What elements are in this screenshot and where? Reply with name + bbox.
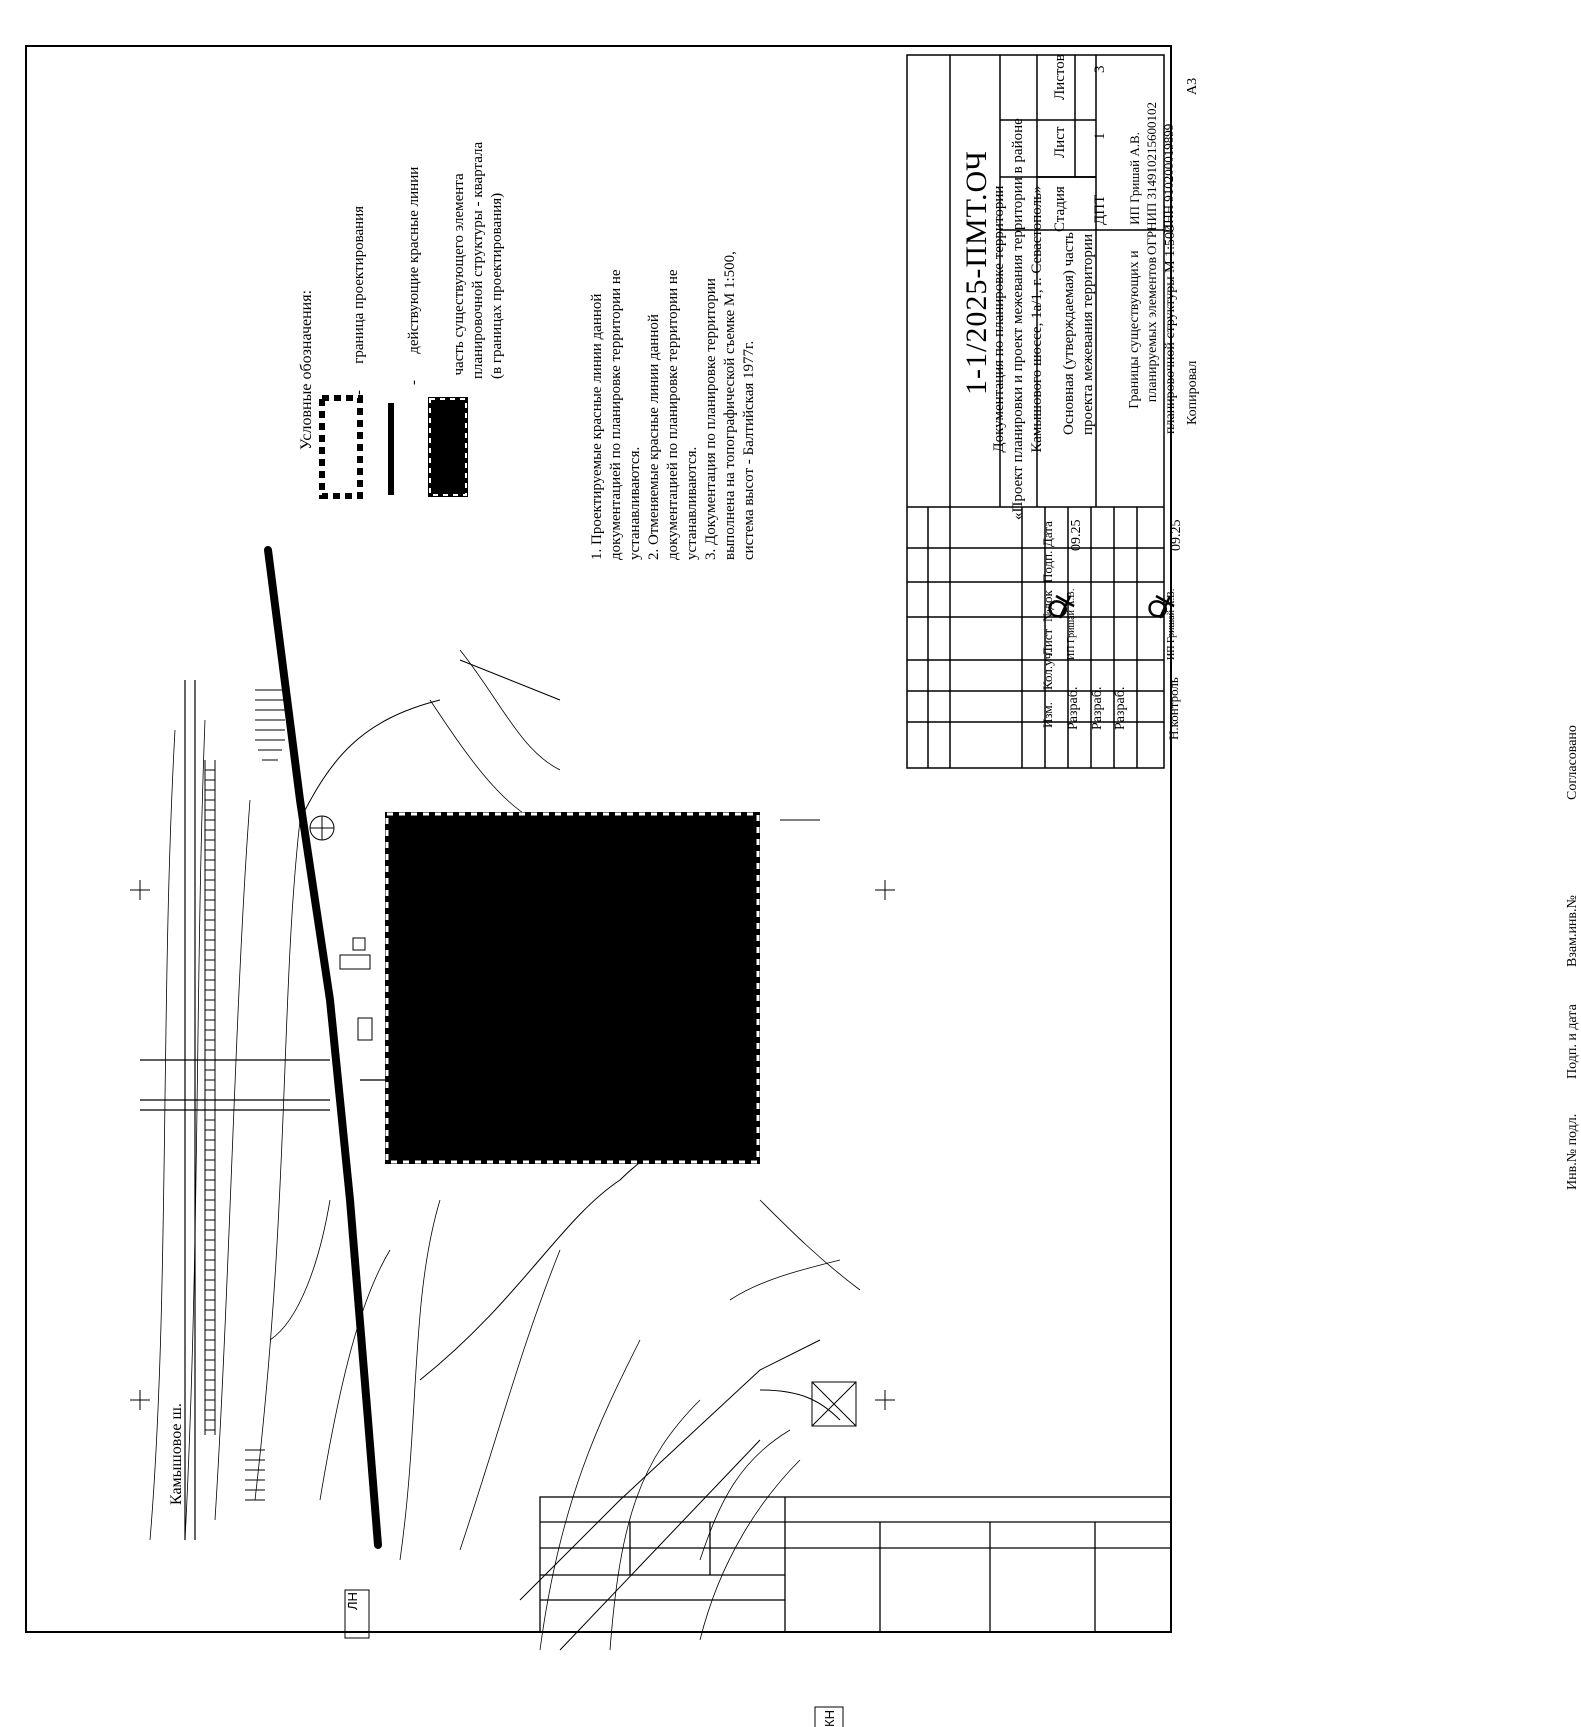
sheet-title-line: проекта межевания территории — [1080, 234, 1096, 435]
sheet-header: Лист — [1052, 126, 1068, 158]
sheets-value: 3 — [1092, 65, 1108, 73]
note-line: устанавливаются. — [684, 446, 700, 560]
legend-title: Условные обозначения: — [298, 289, 315, 450]
notes-block — [588, 100, 759, 560]
stamp-podp: Подп. — [1040, 550, 1055, 583]
legend-item-quarter — [450, 142, 507, 403]
stamp-n-dok: №док — [1040, 590, 1055, 622]
note-line: выполнена на топографической съемке М 1:500, — [722, 251, 738, 560]
legend-quarter-symbol — [428, 397, 468, 497]
approval-vzam-inv: Взам.инв.№ — [1565, 895, 1580, 967]
street-label: Камышовое ш. — [168, 1403, 185, 1505]
red-line-existing — [268, 550, 378, 1545]
document-code: 1-1/2025-ПМТ.ОЧ — [960, 150, 993, 395]
stamp-razrab: Разраб. — [1113, 686, 1128, 730]
company-info — [1126, 102, 1177, 255]
stamp-razrab: Разраб. — [1090, 686, 1105, 730]
legend-dash: - — [406, 380, 422, 385]
document-title-line: Документация по планировке территории — [991, 185, 1007, 453]
document-title-line: «Проект планировки и проект межевания территории в районе — [1010, 118, 1026, 520]
stamp-list: Лист — [1040, 628, 1055, 656]
drawing-title — [1126, 225, 1180, 434]
stamp-controller-name: ИП Гришай А.В. — [1166, 588, 1177, 660]
company-line: ИП Гришай А.В. — [1127, 132, 1142, 225]
note-line: устанавливаются. — [627, 446, 643, 560]
legend-item-boundary — [350, 206, 369, 395]
approval-soglasovano: Согласовано — [1565, 725, 1580, 800]
quarter-block — [385, 812, 760, 1164]
manhole-kn-label: КН — [822, 1710, 837, 1727]
note-line: документацией по планировке территории не — [608, 269, 624, 560]
legend-dash: - — [351, 390, 367, 395]
stamp-izm: Изм. — [1040, 702, 1055, 728]
legend-item-red-lines — [405, 167, 424, 385]
document-title-line: Камышового шоссе, 1а/1, г. Севастополь» — [1029, 185, 1045, 453]
note-line: 1. Проектируемые красные линии данной — [589, 293, 605, 560]
document-title — [990, 118, 1047, 520]
drawing-title-line: Границы существующих и — [1127, 250, 1142, 409]
stamp-data: Дата — [1040, 521, 1055, 547]
manhole-ln-label: ЛН — [345, 1592, 360, 1610]
legend-label: действующие красные линии — [406, 166, 422, 354]
drawing-title-line: планируемых элементов — [1145, 256, 1160, 403]
stamp-developer-name: ИП Гришай А.В. — [1066, 588, 1077, 660]
note-line: 3. Документация по планировке территории — [703, 278, 719, 560]
legend-label-line: часть существующего элемента — [451, 173, 467, 376]
approval-inv-podl: Инв.№ подл. — [1565, 1113, 1580, 1190]
stamp-razrab: Разраб. — [1066, 686, 1081, 730]
sheet-title — [1060, 232, 1098, 435]
copied-label: Копировал — [1185, 360, 1200, 425]
stamp-n-kontrol: Н.контроль — [1166, 677, 1181, 740]
note-line: система высот - Балтийская 1977г. — [741, 340, 757, 560]
sheet-value: 1 — [1092, 132, 1108, 140]
stamp-date: 09.25 — [1069, 519, 1084, 551]
approval-podp-data: Подп. и дата — [1565, 1004, 1580, 1079]
legend-label: граница проектирования — [351, 205, 367, 364]
legend-dash: - — [451, 398, 467, 403]
legend-label-line: (в границах проектирования) — [489, 192, 505, 379]
slope-hatch — [205, 690, 285, 1500]
format-label: А3 — [1185, 77, 1200, 95]
approval-strip — [540, 1497, 1171, 1632]
stage-value: ДПТ — [1092, 194, 1108, 225]
legend-boundary-symbol — [322, 398, 360, 496]
legend-symbols — [322, 397, 468, 497]
stamp-kol-uch: Кол.уч. — [1040, 649, 1055, 690]
company-line: ОГРНИП 314910215600102 — [1144, 101, 1159, 255]
sheet-title-line: Основная (утверждаемая) часть — [1061, 232, 1077, 435]
stage-header: Стадия — [1052, 186, 1068, 232]
stamp-date: 09.25 — [1169, 519, 1184, 551]
note-line: 2. Отменяемые красные линии данной — [646, 314, 662, 560]
drawing-title-line: планировочной структуры М 1:500 — [1163, 225, 1178, 434]
legend-label-line: планировочной структуры - квартала — [470, 141, 486, 379]
company-line: ИНН 910200019899 — [1161, 123, 1176, 234]
note-line: документацией по планировке территории не — [665, 269, 681, 560]
sheets-header: Листов — [1052, 54, 1068, 100]
